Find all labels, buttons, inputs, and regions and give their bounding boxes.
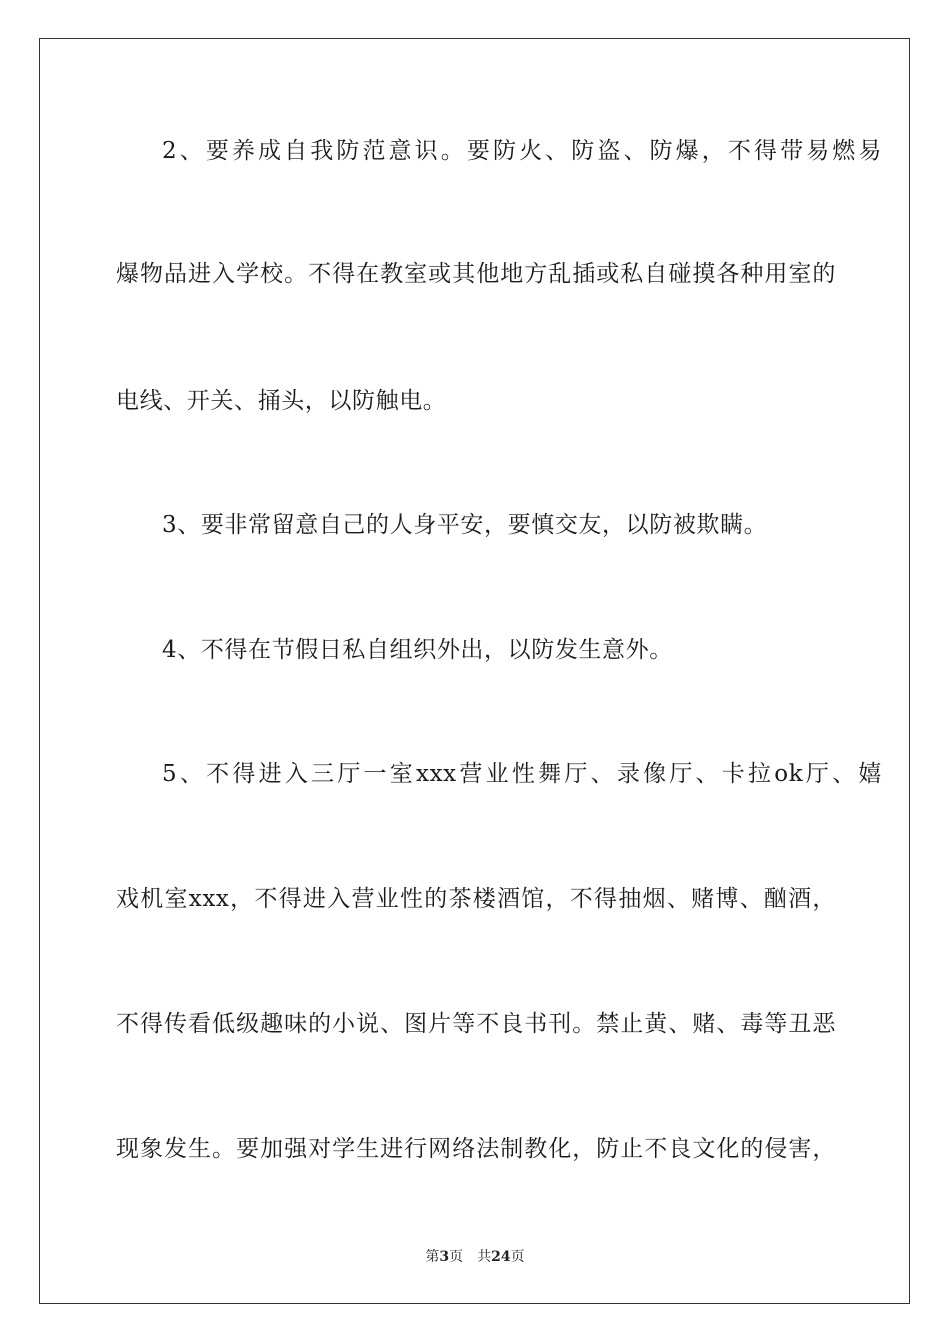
total-suffix: 页 xyxy=(510,1249,525,1265)
page-footer xyxy=(0,1248,950,1266)
paragraph-line: 2、要养成自我防范意识。要防火、防盗、防爆，不得带易燃易 xyxy=(162,138,882,164)
page-suffix: 页 xyxy=(449,1249,464,1265)
page-border xyxy=(39,38,910,1304)
paragraph-line: 爆物品进入学校。不得在教室或其他地方乱插或私自碰摸各种用室的 xyxy=(116,261,836,287)
paragraph-line: 3、要非常留意自己的人身平安，要慎交友，以防被欺瞒。 xyxy=(162,512,768,538)
total-pages: 24 xyxy=(491,1249,511,1265)
paragraph-line: 4、不得在节假日私自组织外出，以防发生意外。 xyxy=(162,637,673,663)
total-prefix: 共 xyxy=(477,1249,492,1265)
paragraph-line: 电线、开关、捅头，以防触电。 xyxy=(116,388,447,414)
page-number: 3 xyxy=(439,1249,450,1265)
paragraph-line: 不得传看低级趣味的小说、图片等不良书刊。禁止黄、赌、毒等丑恶 xyxy=(116,1011,836,1037)
paragraph-line: 现象发生。要加强对学生进行网络法制教化，防止不良文化的侵害， xyxy=(116,1136,836,1162)
page-prefix: 第 xyxy=(425,1249,440,1265)
paragraph-line: 戏机室xxx，不得进入营业性的茶楼酒馆，不得抽烟、赌博、酗酒， xyxy=(116,886,836,912)
paragraph-line: 5、不得进入三厅一室xxx营业性舞厅、录像厅、卡拉ok厅、嬉 xyxy=(162,761,882,787)
